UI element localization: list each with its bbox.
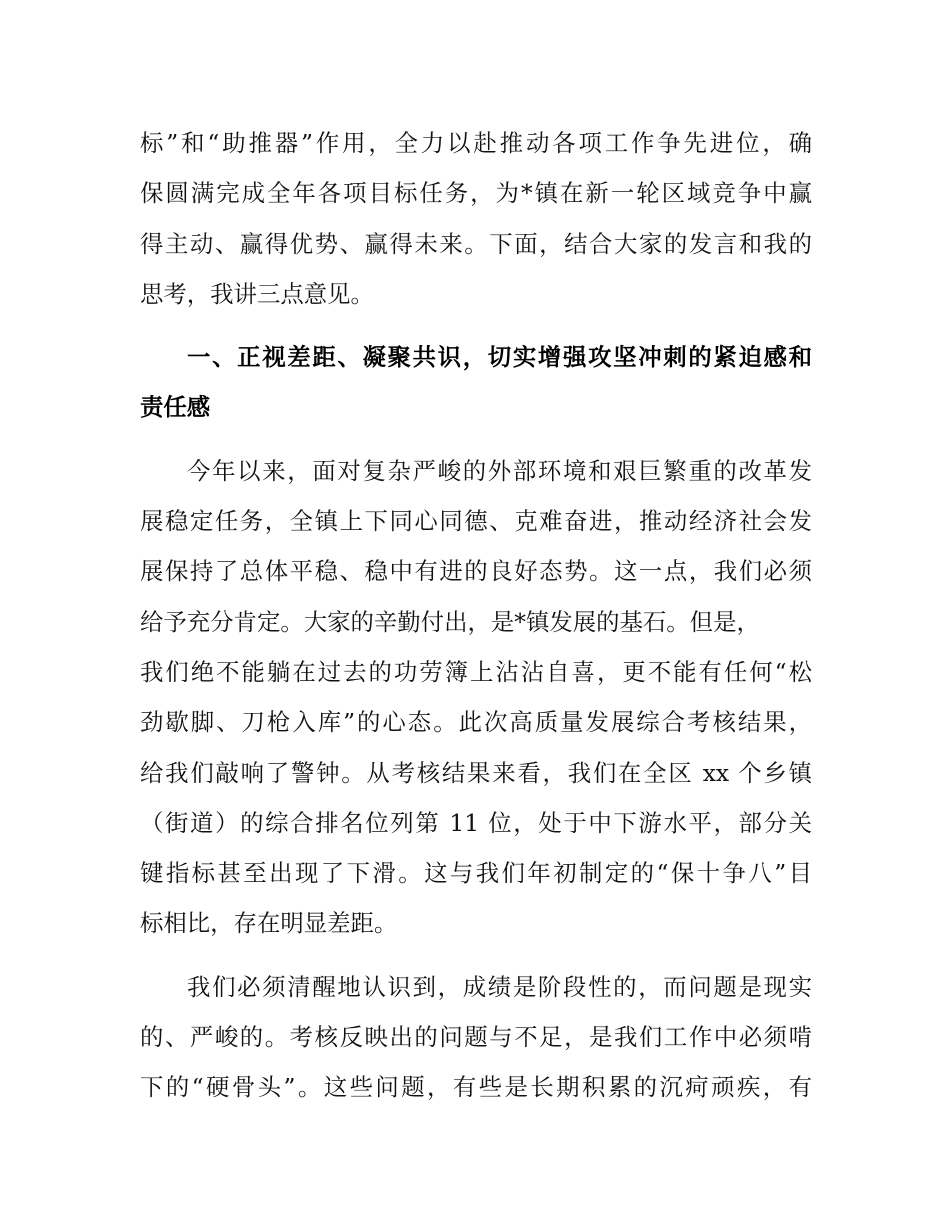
intro-paragraph [140,118,812,319]
text-line: 劲歇脚、刀枪入库”的心态。此次高质量发展综合考核结果， [140,708,812,737]
text-line: 保圆满完成全年各项目标任务，为*镇在新一轮区域竞争中赢 [140,179,812,208]
text-line: 今年以来，面对复杂严峻的外部环境和艰巨繁重的改革发 [187,456,812,485]
paragraph-spacer [140,319,812,332]
paragraph-2 [140,962,812,1113]
text-line: 我们必须清醒地认识到，成绩是阶段性的，而问题是现实 [187,972,812,1001]
text-line: 给我们敲响了警钟。从考核结果来看，我们在全区 xx 个乡镇 [140,758,812,787]
text-line: 标”和“助推器”作用，全力以赴推动各项工作争先进位，确 [140,129,812,157]
paragraph-1 [140,446,812,949]
text-line: 的、严峻的。考核反映出的问题与不足，是我们工作中必须啃 [140,1023,812,1052]
heading-line: 一、正视差距、凝聚共识，切实增强攻坚冲刺的紧迫感和 [187,343,812,372]
section-heading [140,332,812,433]
text-line: （街道）的综合排名位列第 11 位，处于中下游水平，部分关 [140,808,812,837]
text-line: 得主动、赢得优势、赢得未来。下面，结合大家的发言和我的 [140,229,812,258]
text-line: 我们绝不能躺在过去的功劳簿上沾沾自喜，更不能有任何“松 [140,657,812,686]
heading-line: 责任感 [140,393,211,422]
text-line: 键指标甚至出现了下滑。这与我们年初制定的“保十争八”目 [140,859,812,888]
text-line: 展稳定任务，全镇上下同心同德、克难奋进，推动经济社会发 [140,507,812,536]
paragraph-spacer [140,949,812,962]
text-line: 展保持了总体平稳、稳中有进的良好态势。这一点，我们必须 [140,557,812,586]
document-page [140,118,812,1113]
text-line: 标相比，存在明显差距。 [140,909,398,938]
text-line: 给予充分肯定。大家的辛勤付出，是*镇发展的基石。但是， [140,607,760,636]
text-line: 思考，我讲三点意见。 [140,279,374,308]
text-line: 下的“硬骨头”。这些问题，有些是长期积累的沉疴顽疾，有 [140,1073,812,1102]
paragraph-spacer [140,433,812,446]
